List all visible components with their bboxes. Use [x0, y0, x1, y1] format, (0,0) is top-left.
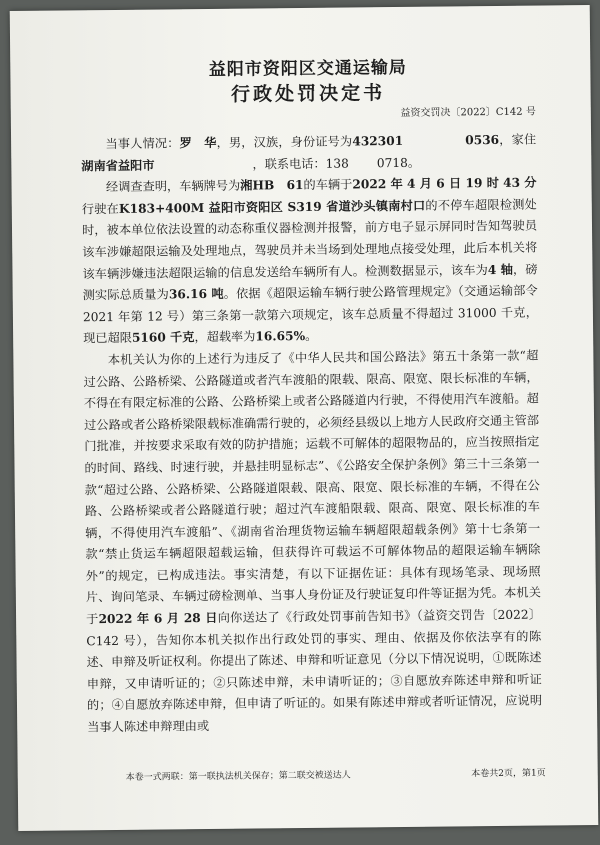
party-label: 当事人情况： — [105, 136, 180, 152]
overweight-amount: 5160 千克 — [131, 330, 195, 346]
phone-label: ，联系电话： — [252, 156, 326, 172]
party-address: 湖南省益阳市 — [81, 158, 155, 173]
party-info-text: ，男，汉族，身份证号为 — [216, 134, 353, 150]
violation-datetime: 2022 年 4 月 6 日 19 时 43 分 — [352, 175, 537, 192]
phone-start: 138 — [325, 156, 349, 171]
vehicle-plate: 湘HB 61 — [240, 178, 304, 193]
phone-end: 0718 — [376, 155, 408, 170]
document-page — [10, 5, 599, 831]
overload-rate: 16.65% — [255, 329, 306, 344]
document-body — [80, 56, 542, 739]
document-number: 益资交罚决〔2022〕C142 号 — [400, 106, 536, 119]
id-number-start: 432301 — [352, 133, 404, 149]
party-info-paragraph: 当事人情况：罗 华，男，汉族，身份证号为432301 0536，家住湖南省益阳市 ，联系电话：138 0718。 — [81, 132, 537, 173]
measured-weight: 36.16 吨 — [168, 286, 224, 302]
notice-date: 2022 年 6 月 28 日 — [98, 610, 218, 627]
id-number-end: 0536 — [465, 132, 500, 148]
violation-location: K183+400M 益阳市资阳区 S319 省道沙头镇南村口 — [118, 198, 426, 216]
facts-paragraph: 经调查查明，车辆牌号为湘HB 61的车辆于2022 年 4 月 6 日 19 时 43 分行驶在K183+400M 益阳市资阳区 S319 省道沙头镇南村口的不停车超限检测处时，被本单位依法设置的动态称重仪器检测并报警，前方电子显示屏同时告知驾驶员该车涉嫌超限运输及处理地点，驾驶员并未当场到处理地点接受处理，此后本机关将该车辆涉嫌违法超限运输的信息发送给车辆所有人。检测数据显示，该车为4 轴，磅测实际总质量为36.16 吨。依据《超限运输车辆行驶公路管理规定》（交通运输部令 2021 年第 12 号）第三条第一款第六项规定，该车总质量不得超过 31000 千克，现已超限5160 千克，超载率为16.65%。 — [81, 175, 538, 346]
party-name: 罗 华 — [179, 135, 217, 151]
axle-count: 4 轴 — [487, 262, 514, 277]
opinion-paragraph: 本机关认为你的上述行为违反了《中华人民共和国公路法》第五十条第一款“超过公路、公路桥梁、公路隧道或者汽车渡船的限载、限高、限宽、限长标准的车辆，不得在有限定标准的公路、公路桥梁上或者公路隧道内行驶，不得使用汽车渡船。超过公路或者公路桥梁限载标准确需行驶的，必须经县级以上地方人民政府交通主管部门批准，并按要求采取有效的防护措施；运载不可解体的超限物品的，应当按照指定的时间、路线、时速行驶，并悬挂明显标志”、《公路安全保护条例》第三十三条第一款“超过公路、公路桥梁、公路隧道限载、限高、限宽、限长标准的车辆，不得在公路、公路桥梁或者公路隧道行驶；超过汽车渡船限载、限高、限宽、限长标准的车辆，不得使用汽车渡船”、《湖南省治理货物运输车辆超限超载条例》第十七条第一款“禁止货运车辆超限超载运输，但获得许可载运不可解体物品的超限运输车辆除外”的规定，已构成违法。事实清楚，有以下证据佐证：具体有现场笔录、现场照片、询问笔录、车辆过磅检测单、当事人身份证及行驶证复印件等证据为凭。本机关于2022 年 6 月 28 日向你送达了《行政处罚事前告知书》（益资交罚告〔2022〕C142 号），告知你本机关拟作出行政处罚的事实、理由、依据及你依法享有的陈述、申辩及听证权利。你提出了陈述、申辩和听证意见（分以下情况说明，①既陈述申辩，又申请听证的；②只陈述申辩，未申请听证的；③自愿放弃陈述申辩和听证的；④自愿放弃陈述申辩，但申请了听证的。如果有陈述申辩或者听证情况，应说明当事人陈述申辩理由或 — [83, 348, 543, 735]
copies-note: 本卷一式两联：第一联执法机关保存；第二联交被送达人 — [125, 770, 351, 783]
page-footer — [126, 765, 546, 782]
agency-name: 益阳市资阳区交通运输局 — [208, 57, 407, 80]
page-count: 本卷共2页，第1页 — [471, 768, 546, 780]
address-label: ，家住 — [499, 132, 537, 147]
document-title: 行政处罚决定书 — [230, 82, 386, 106]
